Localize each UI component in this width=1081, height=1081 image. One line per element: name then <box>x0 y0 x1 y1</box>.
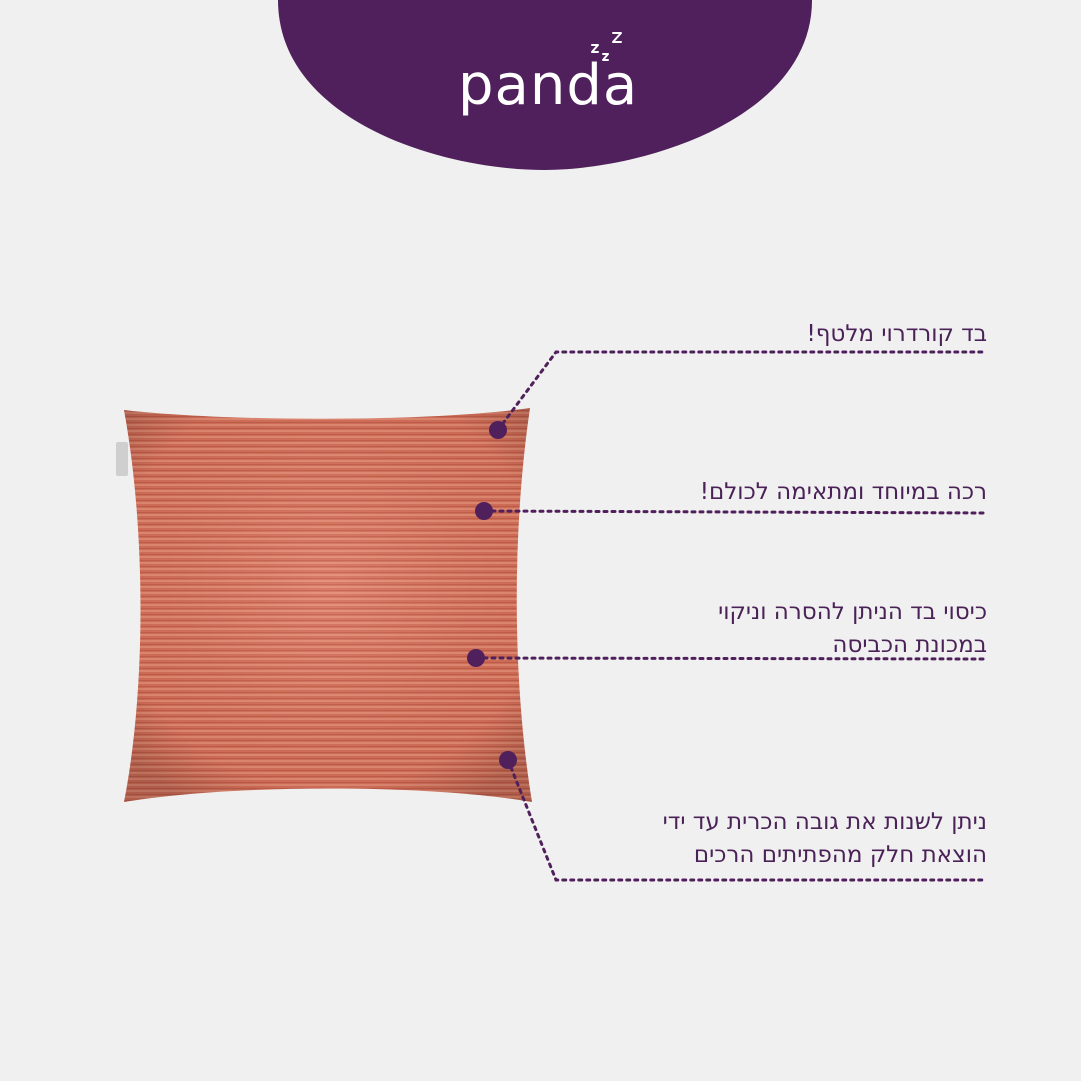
pillow-tag <box>116 442 128 476</box>
feature-line: במכונת הכביסה <box>832 632 987 658</box>
feature-extra-soft <box>700 476 987 509</box>
feature-line: ניתן לשנות את גובה הכרית עד ידי <box>662 809 987 835</box>
callout-line-2 <box>484 511 986 513</box>
feature-line: בד קורדרוי מלטף! <box>806 321 987 347</box>
pillow-product-image <box>110 400 550 820</box>
feature-corduroy-fabric <box>806 318 987 351</box>
feature-removable-cover <box>718 596 987 662</box>
feature-line: כיסוי בד הניתן להסרה וניקוי <box>718 599 987 625</box>
panda-logo[interactable]: panda <box>458 53 639 118</box>
feature-line: רכה במיוחד ומתאימה לכולם! <box>699 479 987 505</box>
callout-line-1 <box>498 352 986 430</box>
feature-line: הוצאת חלק מהפתיתים הרכים <box>693 842 987 868</box>
sleep-zzz-icon <box>591 30 627 66</box>
feature-adjustable-height <box>663 806 987 872</box>
